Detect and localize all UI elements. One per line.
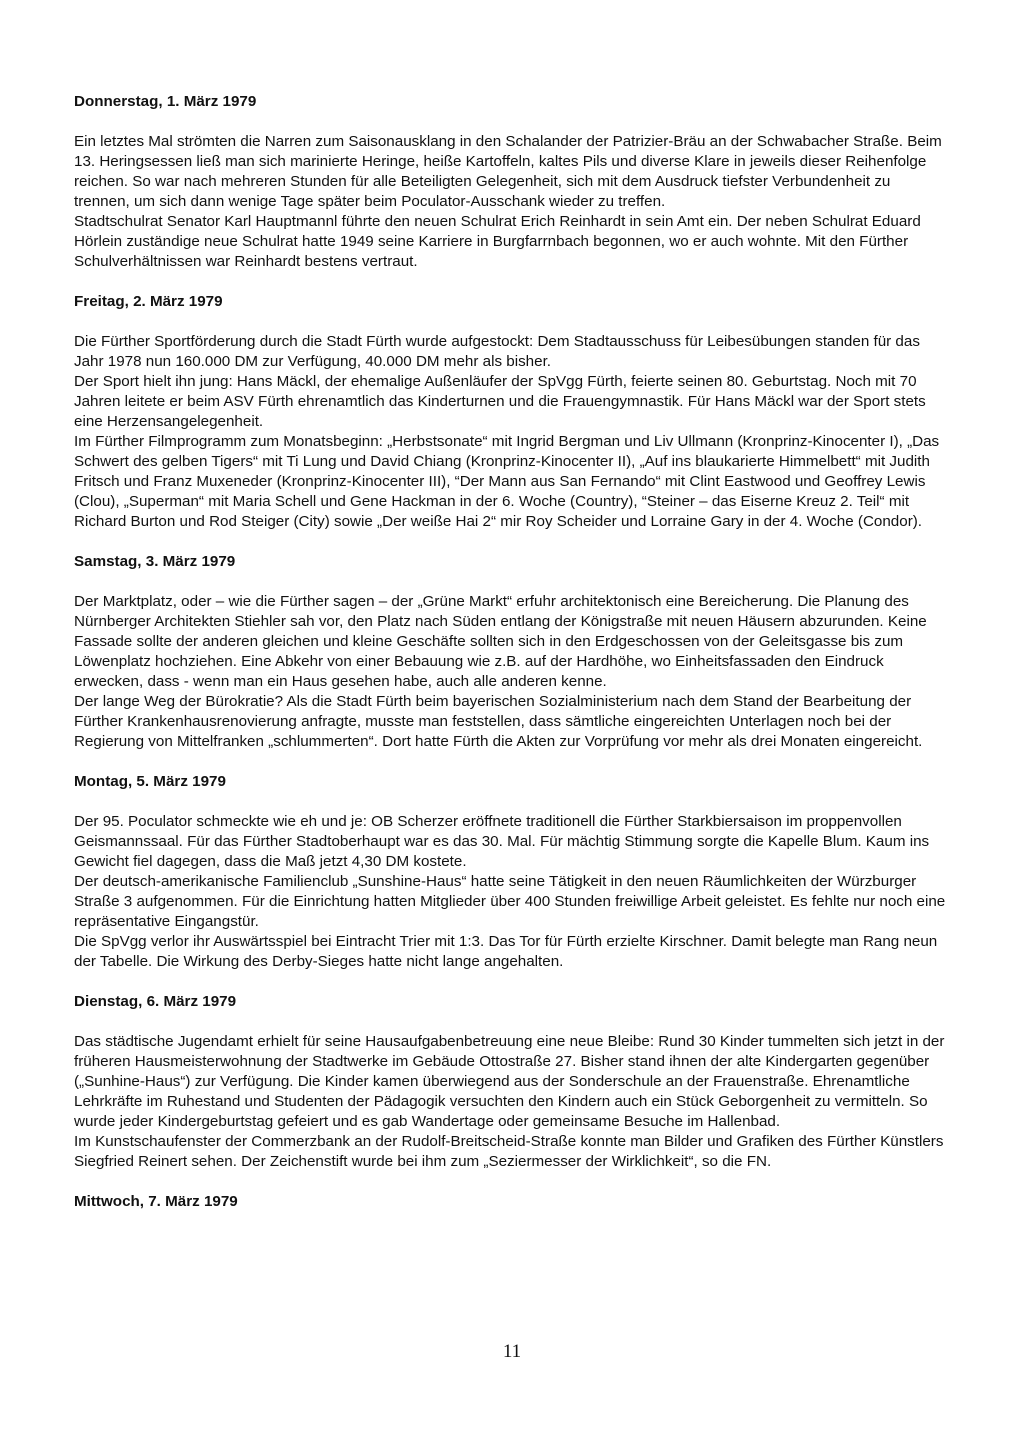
entry-date: Montag, 5. März 1979 <box>74 773 226 790</box>
entry-paragraph: Der deutsch-amerikanische Familienclub „Sunshine-Haus“ hatte seine Tätigkeit in den neuen Räumlichkeiten der Würzburger Straße 3 aufgenommen. Für die Einrichtung hatten Mitglieder über 400 Stunden freiwillige Arbeit geleistet. Es fehlte nur noch eine repräsentative Eingangstür. <box>74 873 946 930</box>
diary-entry <box>74 552 950 752</box>
entry-date: Donnerstag, 1. März 1979 <box>74 93 257 110</box>
document-body <box>74 92 950 1232</box>
entry-paragraph: Der Marktplatz, oder – wie die Fürther sagen – der „Grüne Markt“ erfuhr architektonisch eine Bereicherung. Die Planung des Nürnberger Architekten Stiehler sah vor, den Platz nach Süden entlang der Königstraße mit neuen Häusern abzurunden. Keine Fassade sollte der anderen gleichen und kleine Geschäfte sollten sich in den Erdgeschossen von der Geleitsgasse bis zum Löwenplatz hochziehen. Eine Abkehr von einer Bebauung wie z.B. auf der Hardhöhe, wo Einheitsfassaden den Eindruck erwecken, dass - wenn man ein Haus gesehen habe, auch alle anderen kenne. <box>74 593 927 690</box>
entry-paragraph: Ein letztes Mal strömten die Narren zum Saisonausklang in den Schalander der Patrizier-Bräu an der Schwabacher Straße. Beim 13. Heringsessen ließ man sich marinierte Heringe, heiße Kartoffeln, kaltes Pils und diverse Klare in jeweils dieser Reihenfolge reichen. So war nach mehreren Stunden für alle Beteiligten Gelegenheit, sich mit dem Ausdruck tiefster Verbundenheit zu trennen, um sich dann wenige Tage später beim Poculator-Ausschank wieder zu treffen. <box>74 133 942 210</box>
entry-date: Dienstag, 6. März 1979 <box>74 993 237 1010</box>
page-number: 11 <box>502 1341 522 1362</box>
entry-paragraph: Die Fürther Sportförderung durch die Stadt Fürth wurde aufgestockt: Dem Stadtausschuss für Leibesübungen standen für das Jahr 1978 nun 160.000 DM zur Verfügung, 40.000 DM mehr als bisher. <box>74 333 920 370</box>
entry-paragraph: Das städtische Jugendamt erhielt für seine Hausaufgabenbetreuung eine neue Bleibe: Rund 30 Kinder tummelten sich jetzt in der früheren Hausmeisterwohnung der Stadtwerke im Gebäude Ottostraße 27. Bisher stand ihnen der alte Kindergarten gegenüber („Sunhine-Haus“) zur Verfügung. Die Kinder kamen überwiegend aus der Sonderschule an der Frauenstraße. Ehrenamtliche Lehrkräfte im Ruhestand und Studenten der Pädagogik versuchten den Kindern auch ein Stück Geborgenheit zu vermitteln. So wurde jeder Kindergeburtstag gefeiert und es gab Wandertage oder gemeinsame Besuche im Hallenbad. <box>74 1033 945 1130</box>
entry-date: Freitag, 2. März 1979 <box>74 293 223 310</box>
diary-entry <box>74 92 950 272</box>
entry-paragraph: Der 95. Poculator schmeckte wie eh und je: OB Scherzer eröffnete traditionell die Fürther Starkbiersaison im proppenvollen Geismannssaal. Für das Fürther Stadtoberhaupt war es das 30. Mal. Für mächtig Stimmung sorgte die Kapelle Blum. Kaum ins Gewicht fiel dagegen, dass die Maß jetzt 4,30 DM kostete. <box>74 813 930 870</box>
entry-paragraph: Stadtschulrat Senator Karl Hauptmannl führte den neuen Schulrat Erich Reinhardt in sein Amt ein. Der neben Schulrat Eduard Hörlein zuständige neue Schulrat hatte 1949 seine Karriere in Burgfarrnbach begonnen, wo er auch wohnte. Mit den Fürther Schulverhältnissen war Reinhardt bestens vertraut. <box>74 213 921 270</box>
diary-entry <box>74 772 950 972</box>
entry-date: Mittwoch, 7. März 1979 <box>74 1193 238 1210</box>
diary-entry <box>74 292 950 532</box>
diary-entry <box>74 1192 950 1212</box>
entry-date: Samstag, 3. März 1979 <box>74 553 236 570</box>
entry-paragraph: Der Sport hielt ihn jung: Hans Mäckl, der ehemalige Außenläufer der SpVgg Fürth, feierte seinen 80. Geburtstag. Noch mit 70 Jahren leitete er beim ASV Fürth ehrenamtlich das Kinderturnen und die Frauengymnastik. Für Hans Mäckl war der Sport stets eine Herzensangelegenheit. <box>74 373 926 430</box>
diary-entry <box>74 992 950 1172</box>
entry-paragraph: Die SpVgg verlor ihr Auswärtsspiel bei Eintracht Trier mit 1:3. Das Tor für Fürth erzielte Kirschner. Damit belegte man Rang neun der Tabelle. Die Wirkung des Derby-Sieges hatte nicht lange angehalten. <box>74 933 938 970</box>
entry-paragraph: Der lange Weg der Bürokratie? Als die Stadt Fürth beim bayerischen Sozialministerium nach dem Stand der Bearbeitung der Fürther Krankenhausrenovierung anfragte, musste man feststellen, dass sämtliche eingereichten Unterlagen noch bei der Regierung von Mittelfranken „schlummerten“. Dort hatte Fürth die Akten zur Vorprüfung vor mehr als drei Monaten eingereicht. <box>74 693 923 750</box>
entry-paragraph: Im Kunstschaufenster der Commerzbank an der Rudolf-Breitscheid-Straße konnte man Bilder und Grafiken des Fürther Künstlers Siegfried Reinert sehen. Der Zeichenstift wurde bei ihm zum „Seziermesser der Wirklichkeit“, so die FN. <box>74 1133 944 1170</box>
entry-paragraph: Im Fürther Filmprogramm zum Monatsbeginn: „Herbstsonate“ mit Ingrid Bergman und Liv Ullmann (Kronprinz-Kinocenter I), „Das Schwert des gelben Tigers“ mit Ti Lung und David Chiang (Kronprinz-Kinocenter II), „Auf ins blaukarierte Himmelbett“ mit Judith Fritsch und Franz Muxeneder (Kronprinz-Kinocenter III), “Der Mann aus San Fernando“ mit Clint Eastwood und Geoffrey Lewis (Clou), „Superman“ mit Maria Schell und Gene Hackman in der 6. Woche (Country), “Steiner – das Eiserne Kreuz 2. Teil“ mit Richard Burton und Rod Steiger (City) sowie „Der weiße Hai 2“ mir Roy Scheider und Lorraine Gary in der 4. Woche (Condor). <box>74 433 940 530</box>
